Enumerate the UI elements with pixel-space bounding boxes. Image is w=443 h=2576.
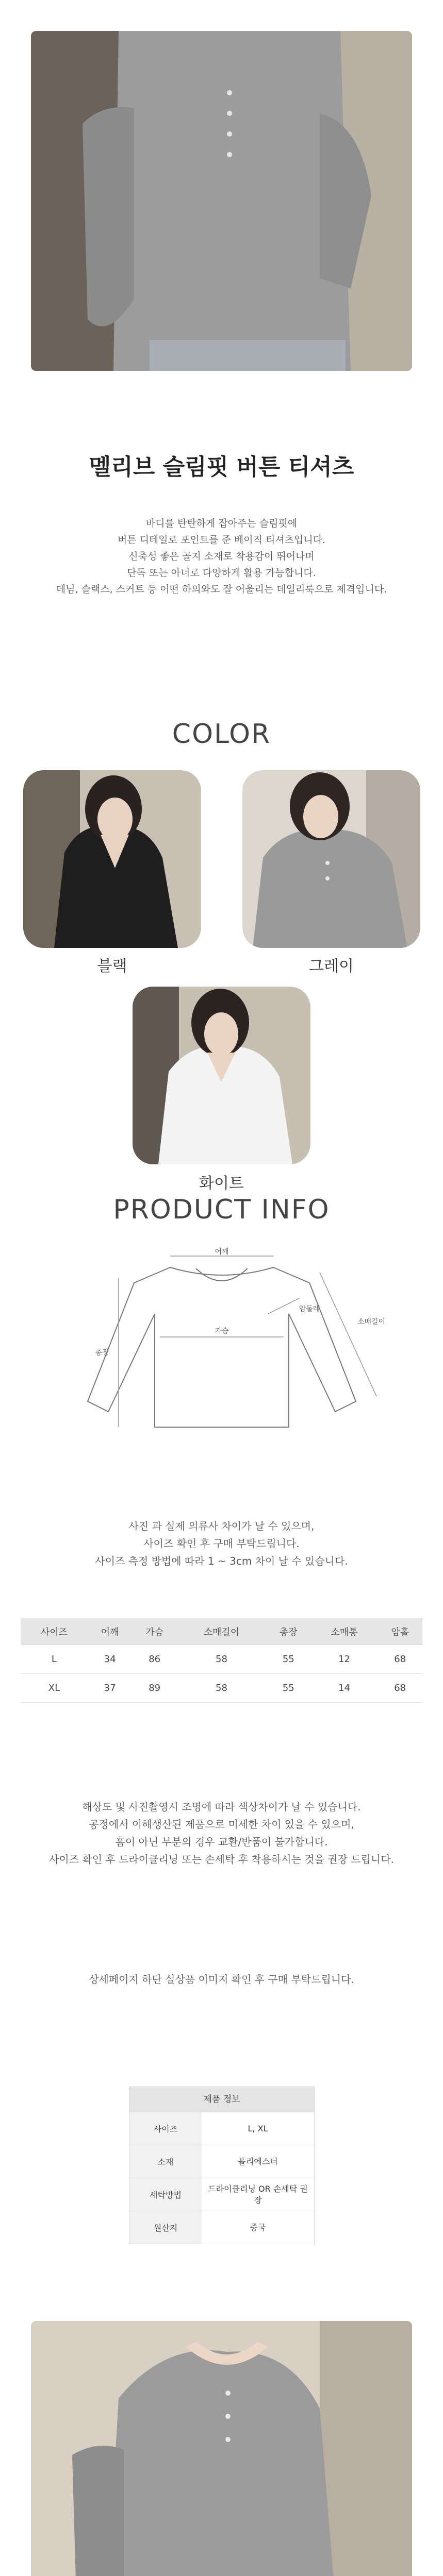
size-table-header: 암홀 <box>378 1618 422 1645</box>
fabric-info-heading: 제품 정보 <box>129 2087 314 2112</box>
size-table-header: 가슴 <box>132 1618 177 1645</box>
notice-line: 흠이 아닌 부분의 경우 교환/반품이 불가합니다. <box>115 1836 328 1848</box>
size-table-header: 어깨 <box>88 1618 133 1645</box>
info-row <box>129 2178 314 2211</box>
swatch-label-black: 블랙 <box>97 957 127 975</box>
intro-line: 바디를 탄탄하게 잡아주는 슬림핏에 <box>145 518 298 529</box>
size-cell: XL <box>21 1674 88 1703</box>
diagram-label-chest: 가슴 <box>215 1327 229 1335</box>
model-photo-gray <box>31 2321 412 2576</box>
notice-line: 공정에서 이해생산된 제품으로 미세한 차이 있을 수 있으며, <box>89 1818 354 1831</box>
info-value: 폴리에스터 <box>238 2156 278 2166</box>
info-row <box>129 2211 314 2244</box>
size-cell: 55 <box>266 1645 311 1674</box>
size-cell: 68 <box>378 1674 422 1703</box>
diagram-label-sleeve-length: 소매길이 <box>357 1318 386 1326</box>
product-title: 멜리브 슬림핏 버튼 티셔츠 <box>89 454 354 480</box>
table-row <box>21 1674 422 1703</box>
size-table-header: 총장 <box>266 1618 311 1645</box>
diagram-label-sleeve-width: 암둘레 <box>299 1305 320 1313</box>
intro-line: 신축성 좋은 골지 소재로 착용감이 뛰어나며 <box>128 551 315 562</box>
fabric-info-box <box>129 2087 315 2244</box>
table-row <box>21 1645 422 1674</box>
color-heading: COLOR <box>172 719 271 750</box>
size-note-line: 사진 과 실제 의류사 차이가 날 수 있으며, <box>128 1520 315 1532</box>
swatch-black <box>23 770 201 948</box>
diagram-label-shoulder: 어깨 <box>215 1248 229 1256</box>
size-cell: 89 <box>132 1674 177 1703</box>
info-value: 중국 <box>250 2222 266 2232</box>
swatch-label-white: 화이트 <box>199 1175 244 1193</box>
size-diagram <box>41 1247 402 1443</box>
size-cell: 55 <box>266 1674 311 1703</box>
size-cell: 86 <box>132 1645 177 1674</box>
size-cell: 37 <box>88 1674 133 1703</box>
size-table-header: 소매길이 <box>177 1618 266 1645</box>
notice-line: 사이즈 확인 후 드라이클리닝 또는 손세탁 후 착용하시는 것을 권장 드립니다. <box>49 1853 394 1866</box>
color-notice <box>0 1798 443 1868</box>
swatch-gray <box>242 770 420 948</box>
swatch-label-gray: 그레이 <box>309 957 354 975</box>
size-cell: 12 <box>311 1645 378 1674</box>
size-cell: 58 <box>177 1645 266 1674</box>
size-notes <box>0 1517 443 1570</box>
info-key: 소재 <box>129 2145 202 2178</box>
product-intro <box>0 515 443 598</box>
swatch-white <box>133 987 310 1164</box>
size-cell: 14 <box>311 1674 378 1703</box>
intro-line: 데님, 슬랙스, 스커트 등 어떤 하의와도 잘 어울리는 데일리룩으로 제격입니다. <box>56 584 387 595</box>
size-note-line: 사이즈 확인 후 구매 부탁드립니다. <box>143 1537 300 1550</box>
size-note-line: 사이즈 측정 방법에 따라 1 ~ 3cm 차이 날 수 있습니다. <box>95 1555 348 1567</box>
info-value: 드라이클리닝 OR 손세탁 권장 <box>208 2183 308 2205</box>
size-table-header-row <box>21 1618 422 1645</box>
notice-line: 해상도 및 사진촬영시 조명에 따라 색상차이가 날 수 있습니다. <box>82 1801 361 1813</box>
info-key: 원산지 <box>129 2211 202 2244</box>
info-key: 세탁방법 <box>129 2178 202 2211</box>
notice-line: 상세페이지 하단 실상품 이미지 확인 후 구매 부탁드립니다. <box>89 1973 354 1986</box>
size-cell: 34 <box>88 1645 133 1674</box>
intro-line: 단독 또는 아너로 다양하게 활용 가능합니다. <box>127 567 316 579</box>
info-row <box>129 2145 314 2178</box>
size-table-header: 소매통 <box>311 1618 378 1645</box>
hero-product-photo <box>31 31 412 371</box>
info-key: 사이즈 <box>129 2112 202 2145</box>
intro-line: 버튼 디테일로 포인트를 준 베이직 티셔츠입니다. <box>117 534 326 546</box>
size-cell: 68 <box>378 1645 422 1674</box>
diagram-label-length: 총장 <box>95 1349 109 1357</box>
size-table-header: 사이즈 <box>21 1618 88 1645</box>
info-row <box>129 2112 314 2145</box>
size-cell: L <box>21 1645 88 1674</box>
size-cell: 58 <box>177 1674 266 1703</box>
detail-notice <box>0 1971 443 1988</box>
info-value: L, XL <box>248 2123 268 2133</box>
product-info-heading: PRODUCT INFO <box>113 1194 330 1225</box>
size-table <box>21 1618 422 1703</box>
